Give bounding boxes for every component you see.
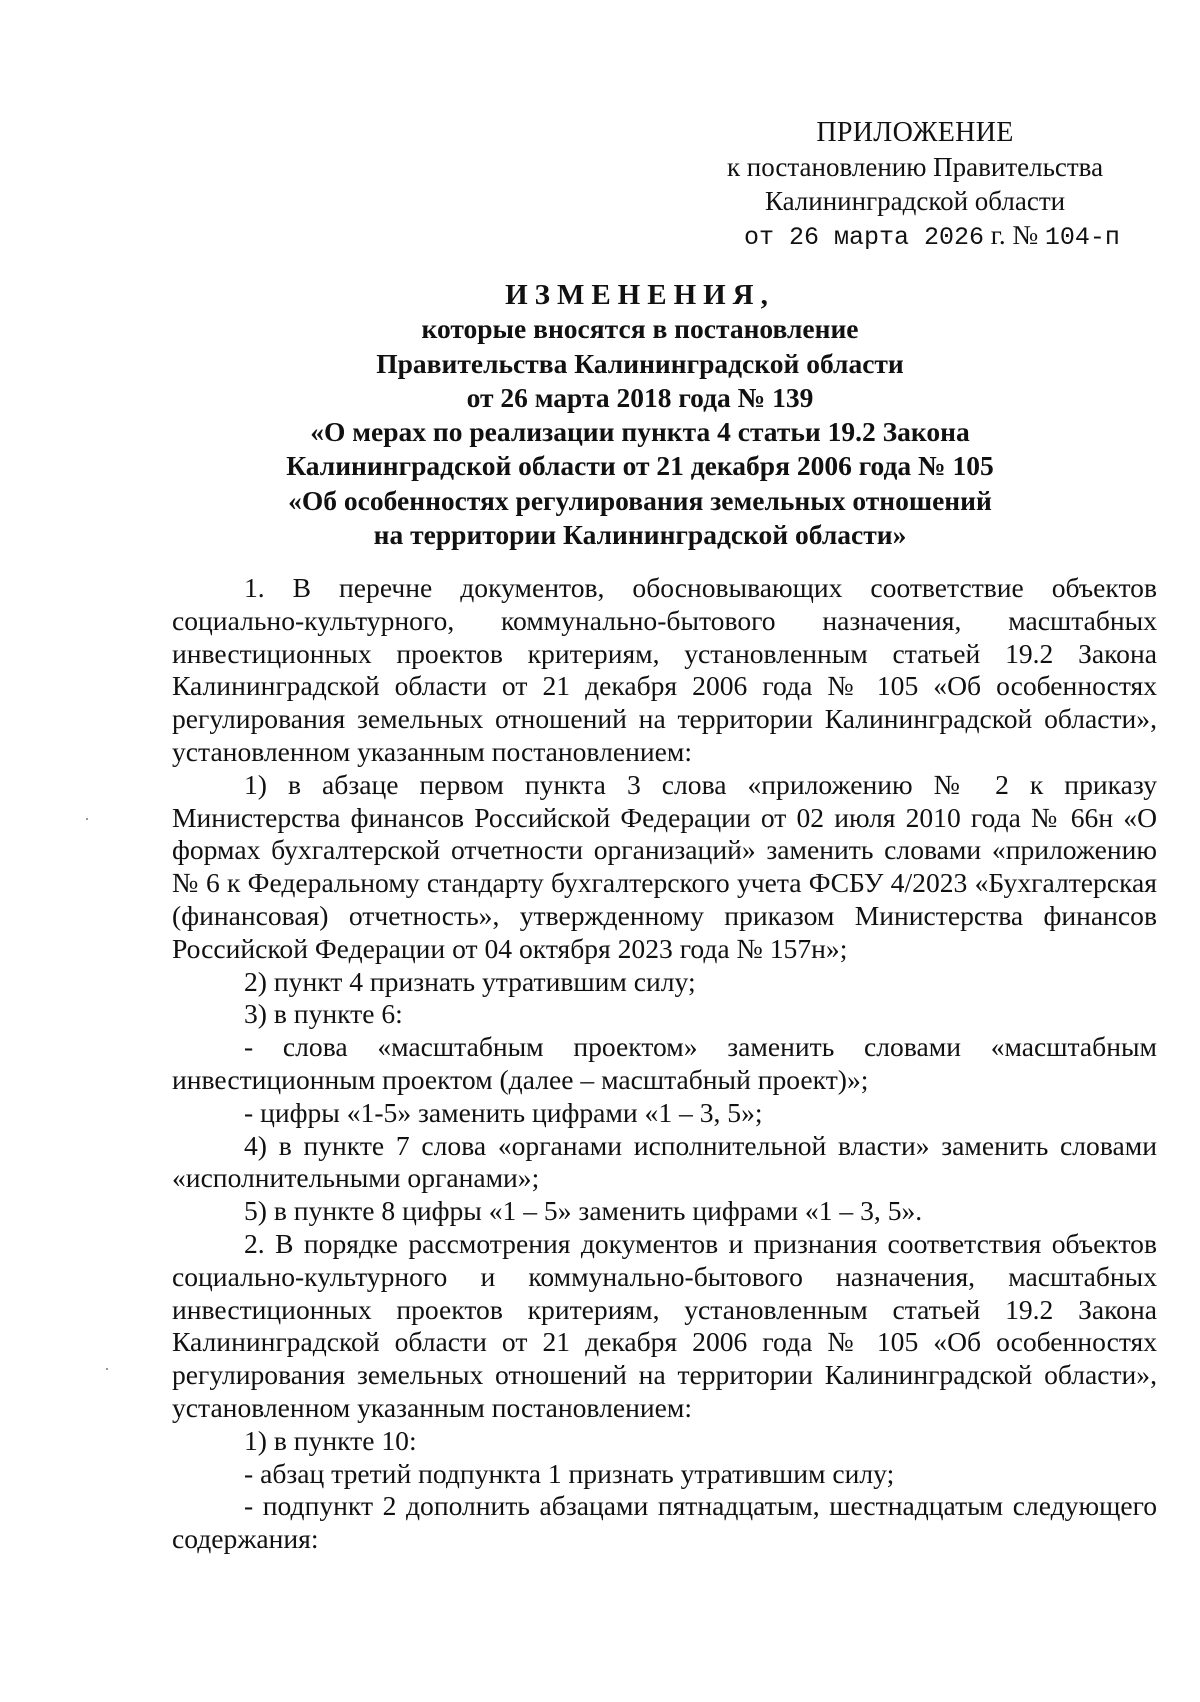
paragraph-1-item-3a: - слова «масштабным проектом» заменить словами «масштабным инвестиционным проектом (далее – масштабный проект)»;	[172, 1031, 1157, 1095]
title-line: от 26 марта 2018 года № 139	[466, 381, 814, 413]
appendix-date	[700, 218, 1130, 255]
appendix-title: ПРИЛОЖЕНИЕ	[816, 117, 1014, 148]
document-body	[172, 572, 1157, 1556]
paragraph-1-item-3: 3) в пункте 6:	[244, 998, 403, 1030]
paragraph-1-item-2: 2) пункт 4 признать утратившим силу;	[244, 965, 696, 997]
title-line: «Об особенностях регулирования земельных отношений	[288, 484, 992, 516]
scan-speck	[86, 818, 88, 820]
title-line: Правительства Калининградской области	[376, 347, 904, 379]
title-line: «О мерах по реализации пункта 4 статьи 19.2 Закона	[310, 416, 970, 448]
title-main: ИЗМЕНЕНИЯ,	[505, 279, 775, 311]
scan-speck	[106, 1368, 108, 1370]
paragraph-1-item-4: 4) в пункте 7 слова «органами исполнительной власти» заменить словами «исполнительными органами»;	[172, 1129, 1157, 1194]
title-line: которые вносятся в постановление	[421, 313, 859, 345]
appendix-number: 104-п	[1044, 223, 1120, 252]
paragraph-1: 1. В перечне документов, обосновывающих соответствие объектов социально-культурного, коммунально-бытового назначения, масштабных инвестиционных проектов критериям, установленным статьей 19.2 Закона Калининградской области от 21 декабря 2006 года № 105 «Об особенностях регулирования земельных отношений на территории Калининградской области», установленном указанным постановлением:	[172, 572, 1157, 767]
title-line: на территории Калининградской области»	[373, 519, 907, 551]
appendix-line-2: Калининградской области	[764, 186, 1066, 216]
appendix-date-prefix: от 26 марта 2026	[744, 223, 985, 252]
appendix-line-1: к постановлению Правительства	[726, 152, 1104, 182]
appendix-date-suffix: г. №	[984, 220, 1045, 250]
document-title	[170, 278, 1110, 552]
paragraph-2-item-1: 1) в пункте 10:	[244, 1424, 417, 1456]
paragraph-1-item-3b: - цифры «1-5» заменить цифрами «1 – 3, 5»;	[244, 1096, 763, 1128]
title-line: Калининградской области от 21 декабря 2006 года № 105	[286, 450, 994, 482]
paragraph-1-item-5: 5) в пункте 8 цифры «1 – 5» заменить цифрами «1 – 3, 5».	[244, 1195, 923, 1227]
paragraph-2: 2. В порядке рассмотрения документов и признания соответствия объектов социально-культурного и коммунально-бытового назначения, масштабных инвестиционных проектов критериям, установленным статьей 19.2 Закона Калининградской области от 21 декабря 2006 года № 105 «Об особенностях регулирования земельных отношений на территории Калининградской области», установленном указанным постановлением:	[172, 1227, 1157, 1423]
paragraph-1-item-1: 1) в абзаце первом пункта 3 слова «приложению № 2 к приказу Министерства финансов Российской Федерации от 02 июля 2010 года № 66н «О формах бухгалтерской отчетности организаций» заменить словами «приложению № 6 к Федеральному стандарту бухгалтерского учета ФСБУ 4/2023 «Бухгалтерская (финансовая) отчетность», утвержденному приказом Министерства финансов Российской Федерации от 04 октября 2023 года № 157н»;	[172, 768, 1157, 964]
paragraph-2-item-1b: - подпункт 2 дополнить абзацами пятнадцатым, шестнадцатым следующего содержания:	[172, 1490, 1157, 1555]
paragraph-2-item-1a: - абзац третий подпункта 1 признать утратившим силу;	[244, 1457, 895, 1489]
appendix-header	[700, 116, 1130, 255]
